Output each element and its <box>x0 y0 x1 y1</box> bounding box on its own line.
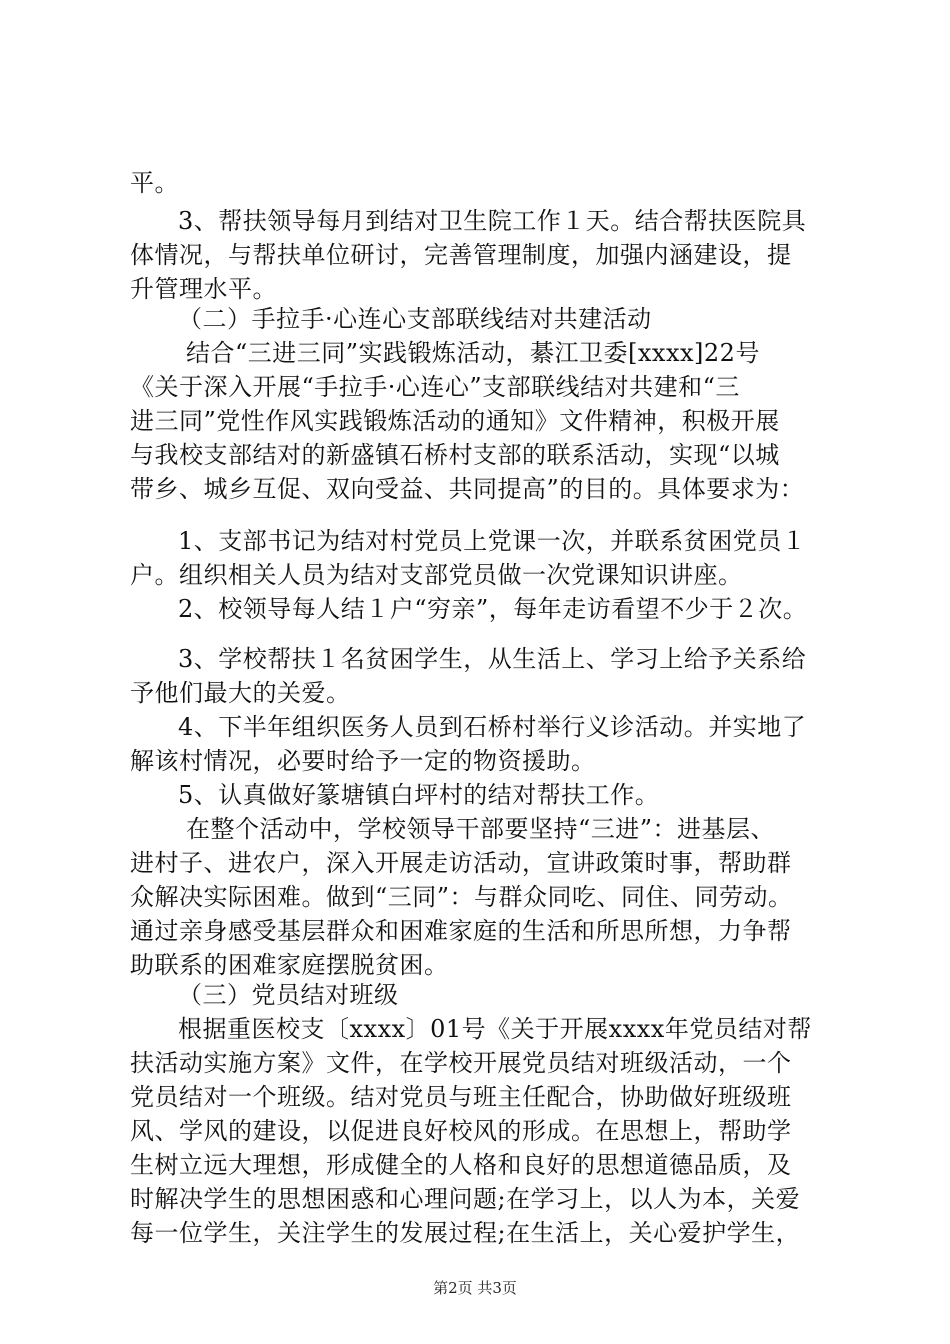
text-line: 时解决学生的思想困惑和心理问题;在学习上，以人为本，关爱 <box>130 1185 801 1213</box>
text-line: 体情况，与帮扶单位研讨，完善管理制度，加强内涵建设，提 <box>130 241 792 269</box>
text-line: 平。 <box>130 169 179 197</box>
section-heading: （三）党员结对班级 <box>178 981 399 1009</box>
page-footer: 第2页 共3页 <box>433 1279 517 1297</box>
text-line: 结合“三进三同”实践锻炼活动，綦江卫委[xxxx]22号 <box>186 339 760 367</box>
text-line: 在整个活动中，学校领导干部要坚持“三进”：进基层、 <box>186 815 776 843</box>
text-line: 4、下半年组织医务人员到石桥村举行义诊活动。并实地了 <box>178 713 807 741</box>
text-line: 众解决实际困难。做到“三同”：与群众同吃、同住、同劳动。 <box>130 883 793 911</box>
text-line: 根据重医校支〔xxxx〕01号《关于开展xxxx年党员结对帮 <box>178 1015 812 1043</box>
text-line: 5、认真做好篆塘镇白坪村的结对帮扶工作。 <box>178 781 660 809</box>
text-line: 1、支部书记为结对村党员上党课一次，并联系贫困党员１ <box>178 527 807 555</box>
text-line: 助联系的困难家庭摆脱贫困。 <box>130 951 449 979</box>
text-line: 生树立远大理想，形成健全的人格和良好的思想道德品质，及 <box>130 1151 792 1179</box>
text-line: 升管理水平。 <box>130 275 277 303</box>
text-line: 通过亲身感受基层群众和困难家庭的生活和所思所想，力争帮 <box>130 917 792 945</box>
text-line: 风、学风的建设，以促进良好校风的形成。在思想上，帮助学 <box>130 1117 792 1145</box>
text-line: 3、帮扶领导每月到结对卫生院工作１天。结合帮扶医院具 <box>178 207 807 235</box>
text-line: 进村子、进农户，深入开展走访活动，宣讲政策时事，帮助群 <box>130 849 792 877</box>
text-line: 3、学校帮扶１名贫困学生，从生活上、学习上给予关系给 <box>178 645 807 673</box>
text-line: 户。组织相关人员为结对支部党员做一次党课知识讲座。 <box>130 561 743 589</box>
text-line: 带乡、城乡互促、双向受益、共同提高”的目的。具体要求为： <box>130 475 805 503</box>
text-line: 《关于深入开展“手拉手·心连心”支部联线结对共建和“三 <box>130 373 740 401</box>
text-line: 与我校支部结对的新盛镇石桥村支部的联系活动，实现“以城 <box>130 441 780 469</box>
text-line: 党员结对一个班级。结对党员与班主任配合，协助做好班级班 <box>130 1083 792 1111</box>
text-line: 予他们最大的关爱。 <box>130 679 351 707</box>
text-line: 2、校领导每人结１户“穷亲”，每年走访看望不少于２次。 <box>178 595 808 623</box>
text-line: 每一位学生，关注学生的发展过程;在生活上，关心爱护学生， <box>130 1219 801 1247</box>
text-line: 扶活动实施方案》文件，在学校开展党员结对班级活动，一个 <box>130 1049 792 1077</box>
text-line: 解该村情况，必要时给予一定的物资援助。 <box>130 747 596 775</box>
text-line: 进三同”党性作风实践锻炼活动的通知》文件精神，积极开展 <box>130 407 780 435</box>
section-heading: （二）手拉手·心连心支部联线结对共建活动 <box>178 305 652 333</box>
